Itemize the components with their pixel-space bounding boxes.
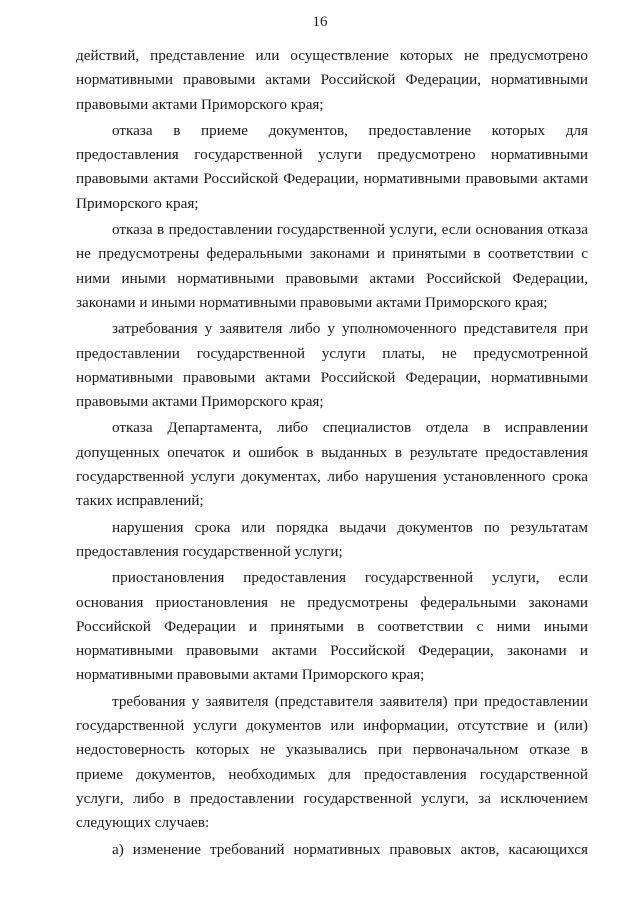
paragraph-suspension: приостановления предоставления государственной услуги, если основания приостановления не предусмотрены федеральными законами Российской Федерации и принятыми в соответствии с ними иными нормативными правовыми актами Российской Федерации, законами и нормативными правовыми актами Приморского края; <box>76 569 588 684</box>
paragraph-item-a: а) изменение требований нормативных правовых актов, касающихся <box>112 840 588 858</box>
paragraph-document-refusal: отказа в приеме документов, предоставление которых для предоставления государственной услуги предусмотрено нормативными правовыми актами Российской Федерации, нормативными правовыми актами Приморского края; <box>76 121 588 212</box>
paragraph-continuation: действий, представление или осуществление которых не предусмотрено нормативными правовыми актами Российской Федерации, нормативными правовыми актами Приморского края; <box>76 47 588 113</box>
paragraph-service-refusal: отказа в предоставлении государственной услуги, если основания отказа не предусмотрены федеральными законами и принятыми в соответствии с ними иными нормативными правовыми актами Российской Федерации, законами и иными нормативными правовыми актами Приморского края; <box>76 221 588 311</box>
page-number: 16 <box>312 14 328 30</box>
paragraph-fee-demand: затребования у заявителя либо у уполномоченного представителя при предоставлении государственной услуги платы, не предусмотренной нормативными правовыми актами Российской Федерации, нормативными правовыми актами Приморского края; <box>76 320 588 411</box>
paragraph-document-demand: требования у заявителя (представителя заявителя) при предоставлении государственной услуги документов или информации, отсутствие и (или) недостоверность которых не указывались при первоначальном отказе в приеме документов, необходимых для предоставления государственной услуги, либо в предоставлении государственной услуги, за исключением следующих случаев: <box>76 692 588 832</box>
paragraph-correction-refusal: отказа Департамента, либо специалистов отдела в исправлении допущенных опечаток и ошибок в выданных в результате предоставления государственной услуги документах, либо нарушения установленного срока таких исправлений; <box>76 419 588 510</box>
paragraph-issuance-violation: нарушения срока или порядка выдачи документов по результатам предоставления государственной услуги; <box>76 518 588 560</box>
document-body <box>76 44 588 862</box>
